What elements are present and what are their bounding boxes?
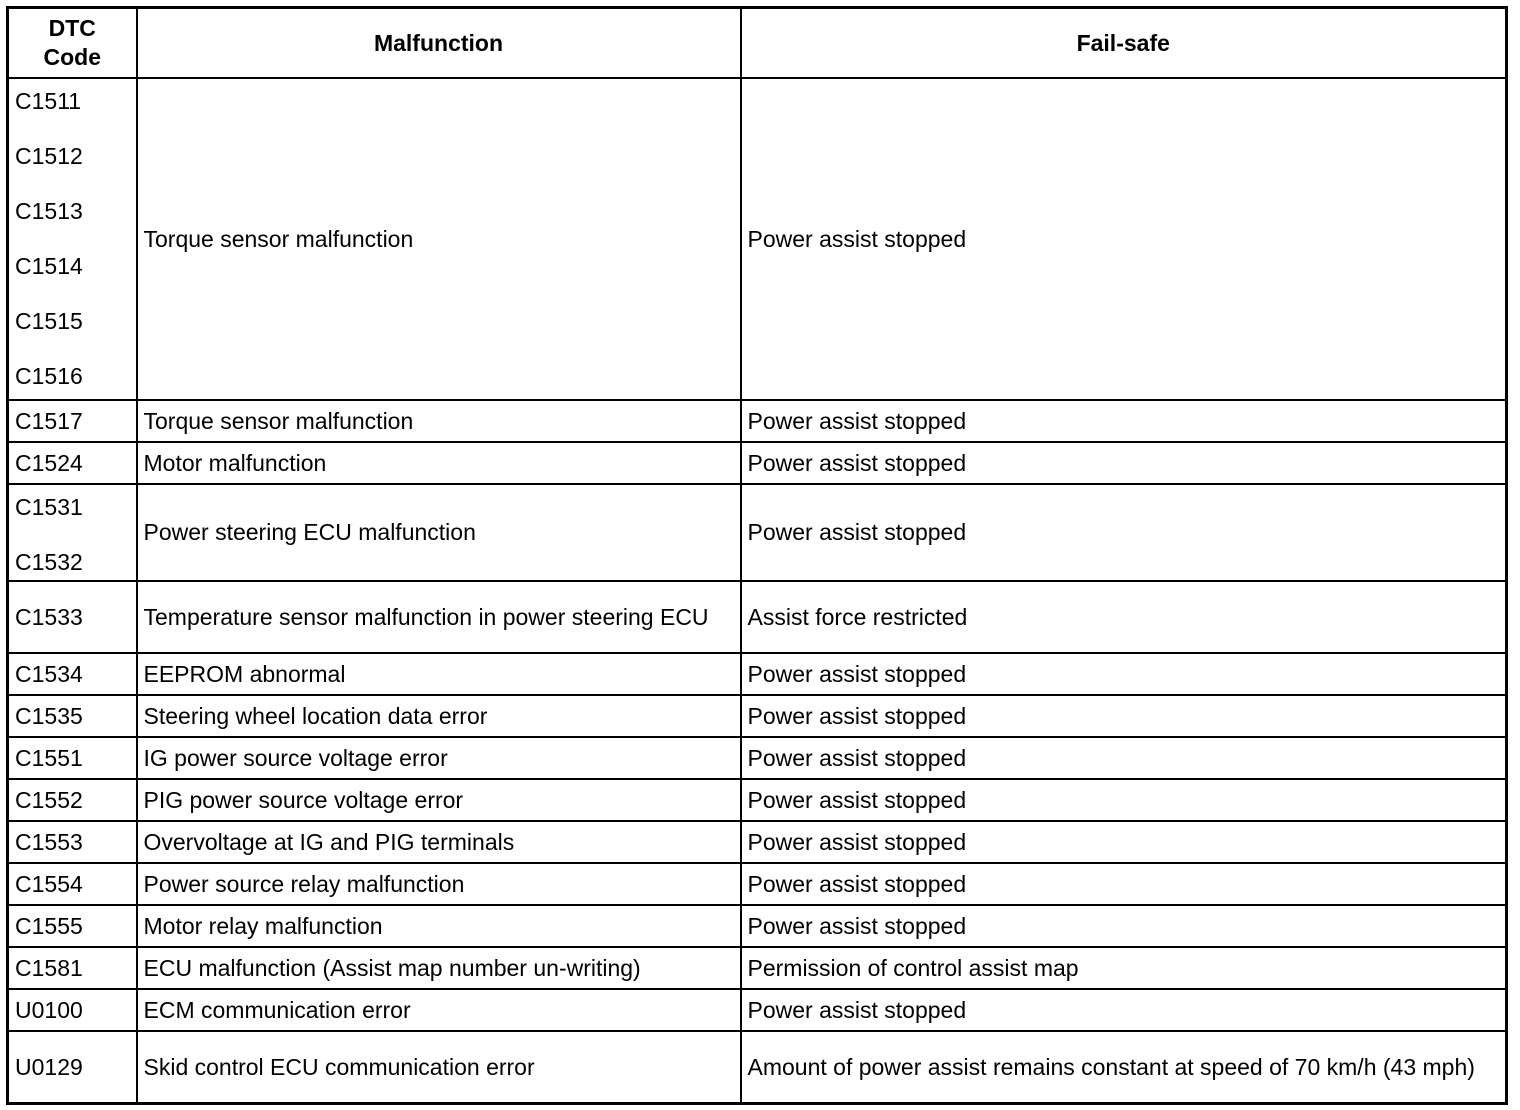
failsafe-cell: Power assist stopped — [741, 78, 1507, 400]
malfunction-cell: Motor malfunction — [137, 442, 741, 484]
dtc-code: U0129 — [8, 1031, 137, 1104]
table-row — [8, 737, 1507, 779]
code-cell — [8, 78, 137, 400]
table-row — [8, 821, 1507, 863]
dtc-code: C1511 — [15, 88, 82, 114]
dtc-code: C1555 — [8, 905, 137, 947]
dtc-code: C1551 — [8, 737, 137, 779]
dtc-code: C1581 — [8, 947, 137, 989]
dtc-code: C1554 — [8, 863, 137, 905]
table-row — [8, 695, 1507, 737]
dtc-code: U0100 — [8, 989, 137, 1031]
dtc-code: C1533 — [8, 581, 137, 653]
malfunction-cell: Motor relay malfunction — [137, 905, 741, 947]
header-dtc-code-line2: Code — [43, 44, 101, 70]
table-row — [8, 484, 1507, 581]
malfunction-cell: Steering wheel location data error — [137, 695, 741, 737]
table-header-row — [8, 8, 1507, 79]
failsafe-cell: Power assist stopped — [741, 863, 1507, 905]
dtc-code: C1535 — [8, 695, 137, 737]
failsafe-cell: Power assist stopped — [741, 695, 1507, 737]
failsafe-cell: Power assist stopped — [741, 442, 1507, 484]
malfunction-cell: EEPROM abnormal — [137, 653, 741, 695]
table-row — [8, 400, 1507, 442]
table-row — [8, 1031, 1507, 1104]
failsafe-cell: Power assist stopped — [741, 737, 1507, 779]
malfunction-cell: Overvoltage at IG and PIG terminals — [137, 821, 741, 863]
malfunction-cell: PIG power source voltage error — [137, 779, 741, 821]
failsafe-cell: Permission of control assist map — [741, 947, 1507, 989]
malfunction-cell: Power steering ECU malfunction — [137, 484, 741, 581]
failsafe-cell: Power assist stopped — [741, 905, 1507, 947]
malfunction-cell: Torque sensor malfunction — [137, 78, 741, 400]
dtc-code: C1514 — [15, 253, 83, 279]
header-failsafe: Fail-safe — [741, 8, 1507, 79]
table-row — [8, 863, 1507, 905]
table-row — [8, 442, 1507, 484]
table-row — [8, 905, 1507, 947]
dtc-code: C1531 — [15, 494, 83, 520]
dtc-code: C1553 — [8, 821, 137, 863]
malfunction-cell: ECM communication error — [137, 989, 741, 1031]
failsafe-cell: Power assist stopped — [741, 779, 1507, 821]
malfunction-cell: Torque sensor malfunction — [137, 400, 741, 442]
dtc-code: C1513 — [15, 198, 83, 224]
failsafe-cell: Power assist stopped — [741, 400, 1507, 442]
dtc-code: C1524 — [8, 442, 137, 484]
table-row — [8, 653, 1507, 695]
malfunction-cell: Skid control ECU communication error — [137, 1031, 741, 1104]
malfunction-cell: Temperature sensor malfunction in power steering ECU — [137, 581, 741, 653]
table-row — [8, 779, 1507, 821]
failsafe-cell: Power assist stopped — [741, 653, 1507, 695]
dtc-code: C1517 — [8, 400, 137, 442]
dtc-code: C1515 — [15, 308, 83, 334]
table-row — [8, 78, 1507, 400]
header-dtc-code — [8, 8, 137, 79]
header-dtc-code-line1: DTC — [48, 15, 96, 41]
failsafe-cell: Assist force restricted — [741, 581, 1507, 653]
dtc-code: C1552 — [8, 779, 137, 821]
dtc-code: C1516 — [15, 363, 83, 389]
failsafe-cell: Amount of power assist remains constant at speed of 70 km/h (43 mph) — [741, 1031, 1507, 1104]
table-row — [8, 581, 1507, 653]
failsafe-cell: Power assist stopped — [741, 989, 1507, 1031]
dtc-code: C1512 — [15, 143, 83, 169]
header-malfunction: Malfunction — [137, 8, 741, 79]
table-row — [8, 947, 1507, 989]
malfunction-cell: Power source relay malfunction — [137, 863, 741, 905]
dtc-code: C1534 — [8, 653, 137, 695]
dtc-code: C1532 — [15, 549, 83, 575]
dtc-table — [6, 6, 1508, 1105]
failsafe-cell: Power assist stopped — [741, 821, 1507, 863]
malfunction-cell: IG power source voltage error — [137, 737, 741, 779]
failsafe-cell: Power assist stopped — [741, 484, 1507, 581]
malfunction-cell: ECU malfunction (Assist map number un-writing) — [137, 947, 741, 989]
table-row — [8, 989, 1507, 1031]
code-cell — [8, 484, 137, 581]
